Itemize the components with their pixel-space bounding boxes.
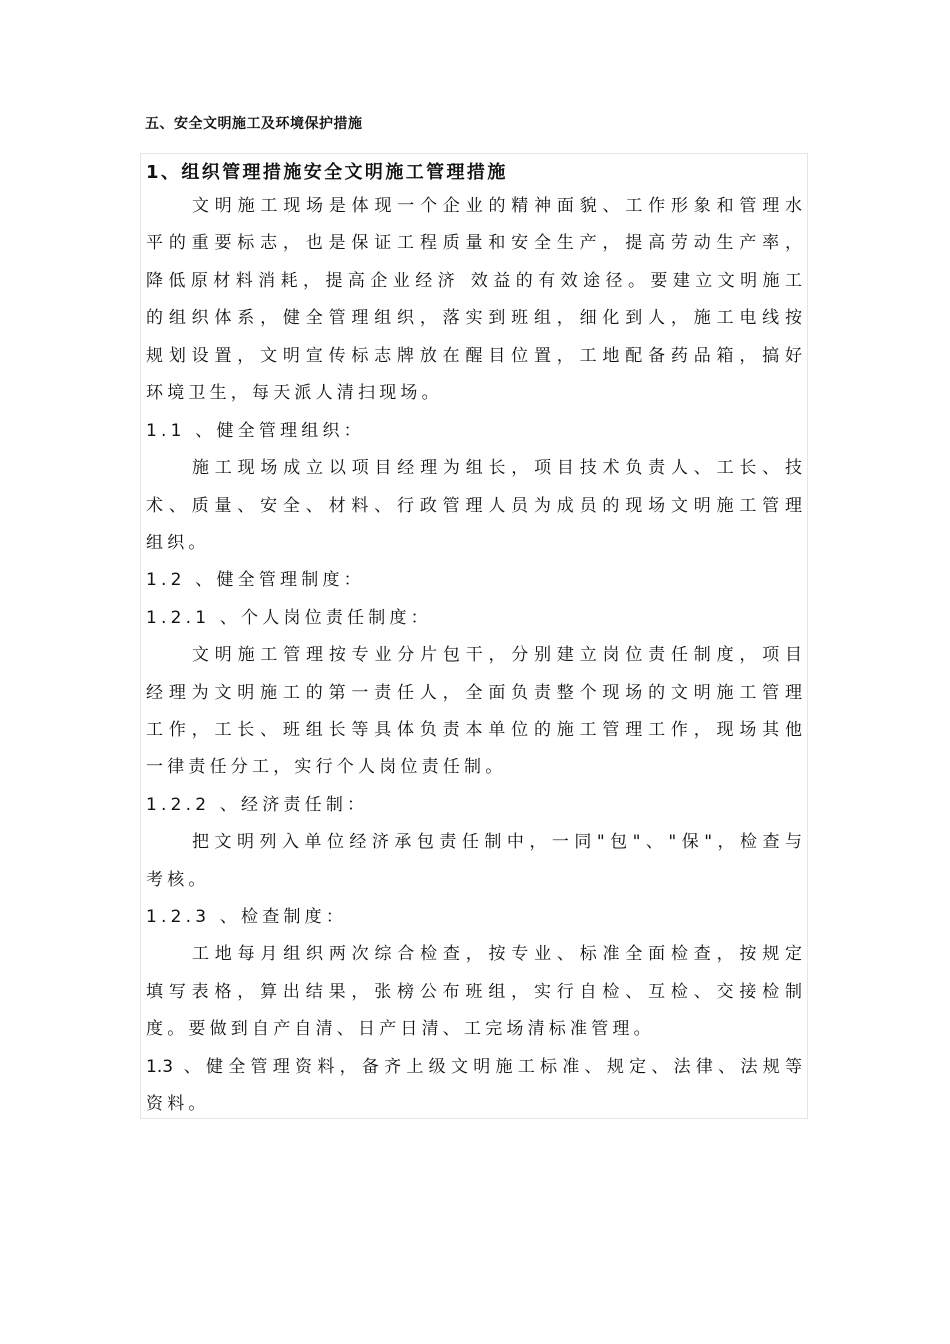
paragraph-line: 降低原材料消耗，提高企业经济 效益的有效途径。要建立文明施工 xyxy=(146,271,802,291)
item-heading: 1.2.3 、检查制度： xyxy=(146,907,348,927)
paragraph-line: 一律责任分工，实行个人岗位责任制。 xyxy=(146,757,507,777)
item-heading: 1.2.2 、经济责任制： xyxy=(146,795,369,815)
content-box xyxy=(140,153,808,1119)
paragraph-line: 施工现场成立以项目经理为组长，项目技术负责人、工长、技 xyxy=(192,458,802,478)
item-heading: 1.2.1 、个人岗位责任制度： xyxy=(146,608,432,628)
paragraph-line: 文明施工管理按专业分片包干，分别建立岗位责任制度，项目 xyxy=(192,645,802,665)
section-title: 五、安全文明施工及环境保护措施 xyxy=(145,116,363,132)
item-heading: 1.1 、健全管理组织： xyxy=(146,421,365,441)
paragraph-line: 文明施工现场是体现一个企业的精神面貌、工作形象和管理水 xyxy=(192,196,802,216)
paragraph-line: 术、质量、安全、材料、行政管理人员为成员的现场文明施工管理 xyxy=(146,496,802,516)
paragraph-line: 平的重要标志，也是保证工程质量和安全生产，提高劳动生产率， xyxy=(146,233,802,253)
paragraph-line: 考核。 xyxy=(146,870,210,890)
paragraph-line: 规划设置，文明宣传标志牌放在醒目位置，工地配备药品箱，搞好 xyxy=(146,346,802,366)
paragraph-line: 把文明列入单位经济承包责任制中，一同"包"、"保"，检查与 xyxy=(192,832,802,852)
paragraph-line: 资料。 xyxy=(146,1094,210,1114)
paragraph-line: 填写表格，算出结果，张榜公布班组，实行自检、互检、交接检制 xyxy=(146,982,802,1002)
paragraph-line: 工作，工长、班组长等具体负责本单位的施工管理工作，现场其他 xyxy=(146,720,802,740)
paragraph-line: 度。要做到自产自清、日产日清、工完场清标准管理。 xyxy=(146,1019,655,1039)
paragraph-line: 环境卫生，每天派人清扫现场。 xyxy=(146,383,443,403)
paragraph-line: 经理为文明施工的第一责任人，全面负责整个现场的文明施工管理 xyxy=(146,683,802,703)
item-heading: 1.2 、健全管理制度： xyxy=(146,570,365,590)
subsection-heading: 1、组织管理措施安全文明施工管理措施 xyxy=(146,162,508,183)
paragraph-line: 组织。 xyxy=(146,533,210,553)
item-heading: 1.3 、健全管理资料，备齐上级文明施工标准、规定、法律、法规等 xyxy=(146,1057,802,1077)
paragraph-line: 工地每月组织两次综合检查，按专业、标准全面检查，按规定 xyxy=(192,944,802,964)
paragraph-line: 的组织体系，健全管理组织，落实到班组，细化到人，施工电线按 xyxy=(146,308,802,328)
